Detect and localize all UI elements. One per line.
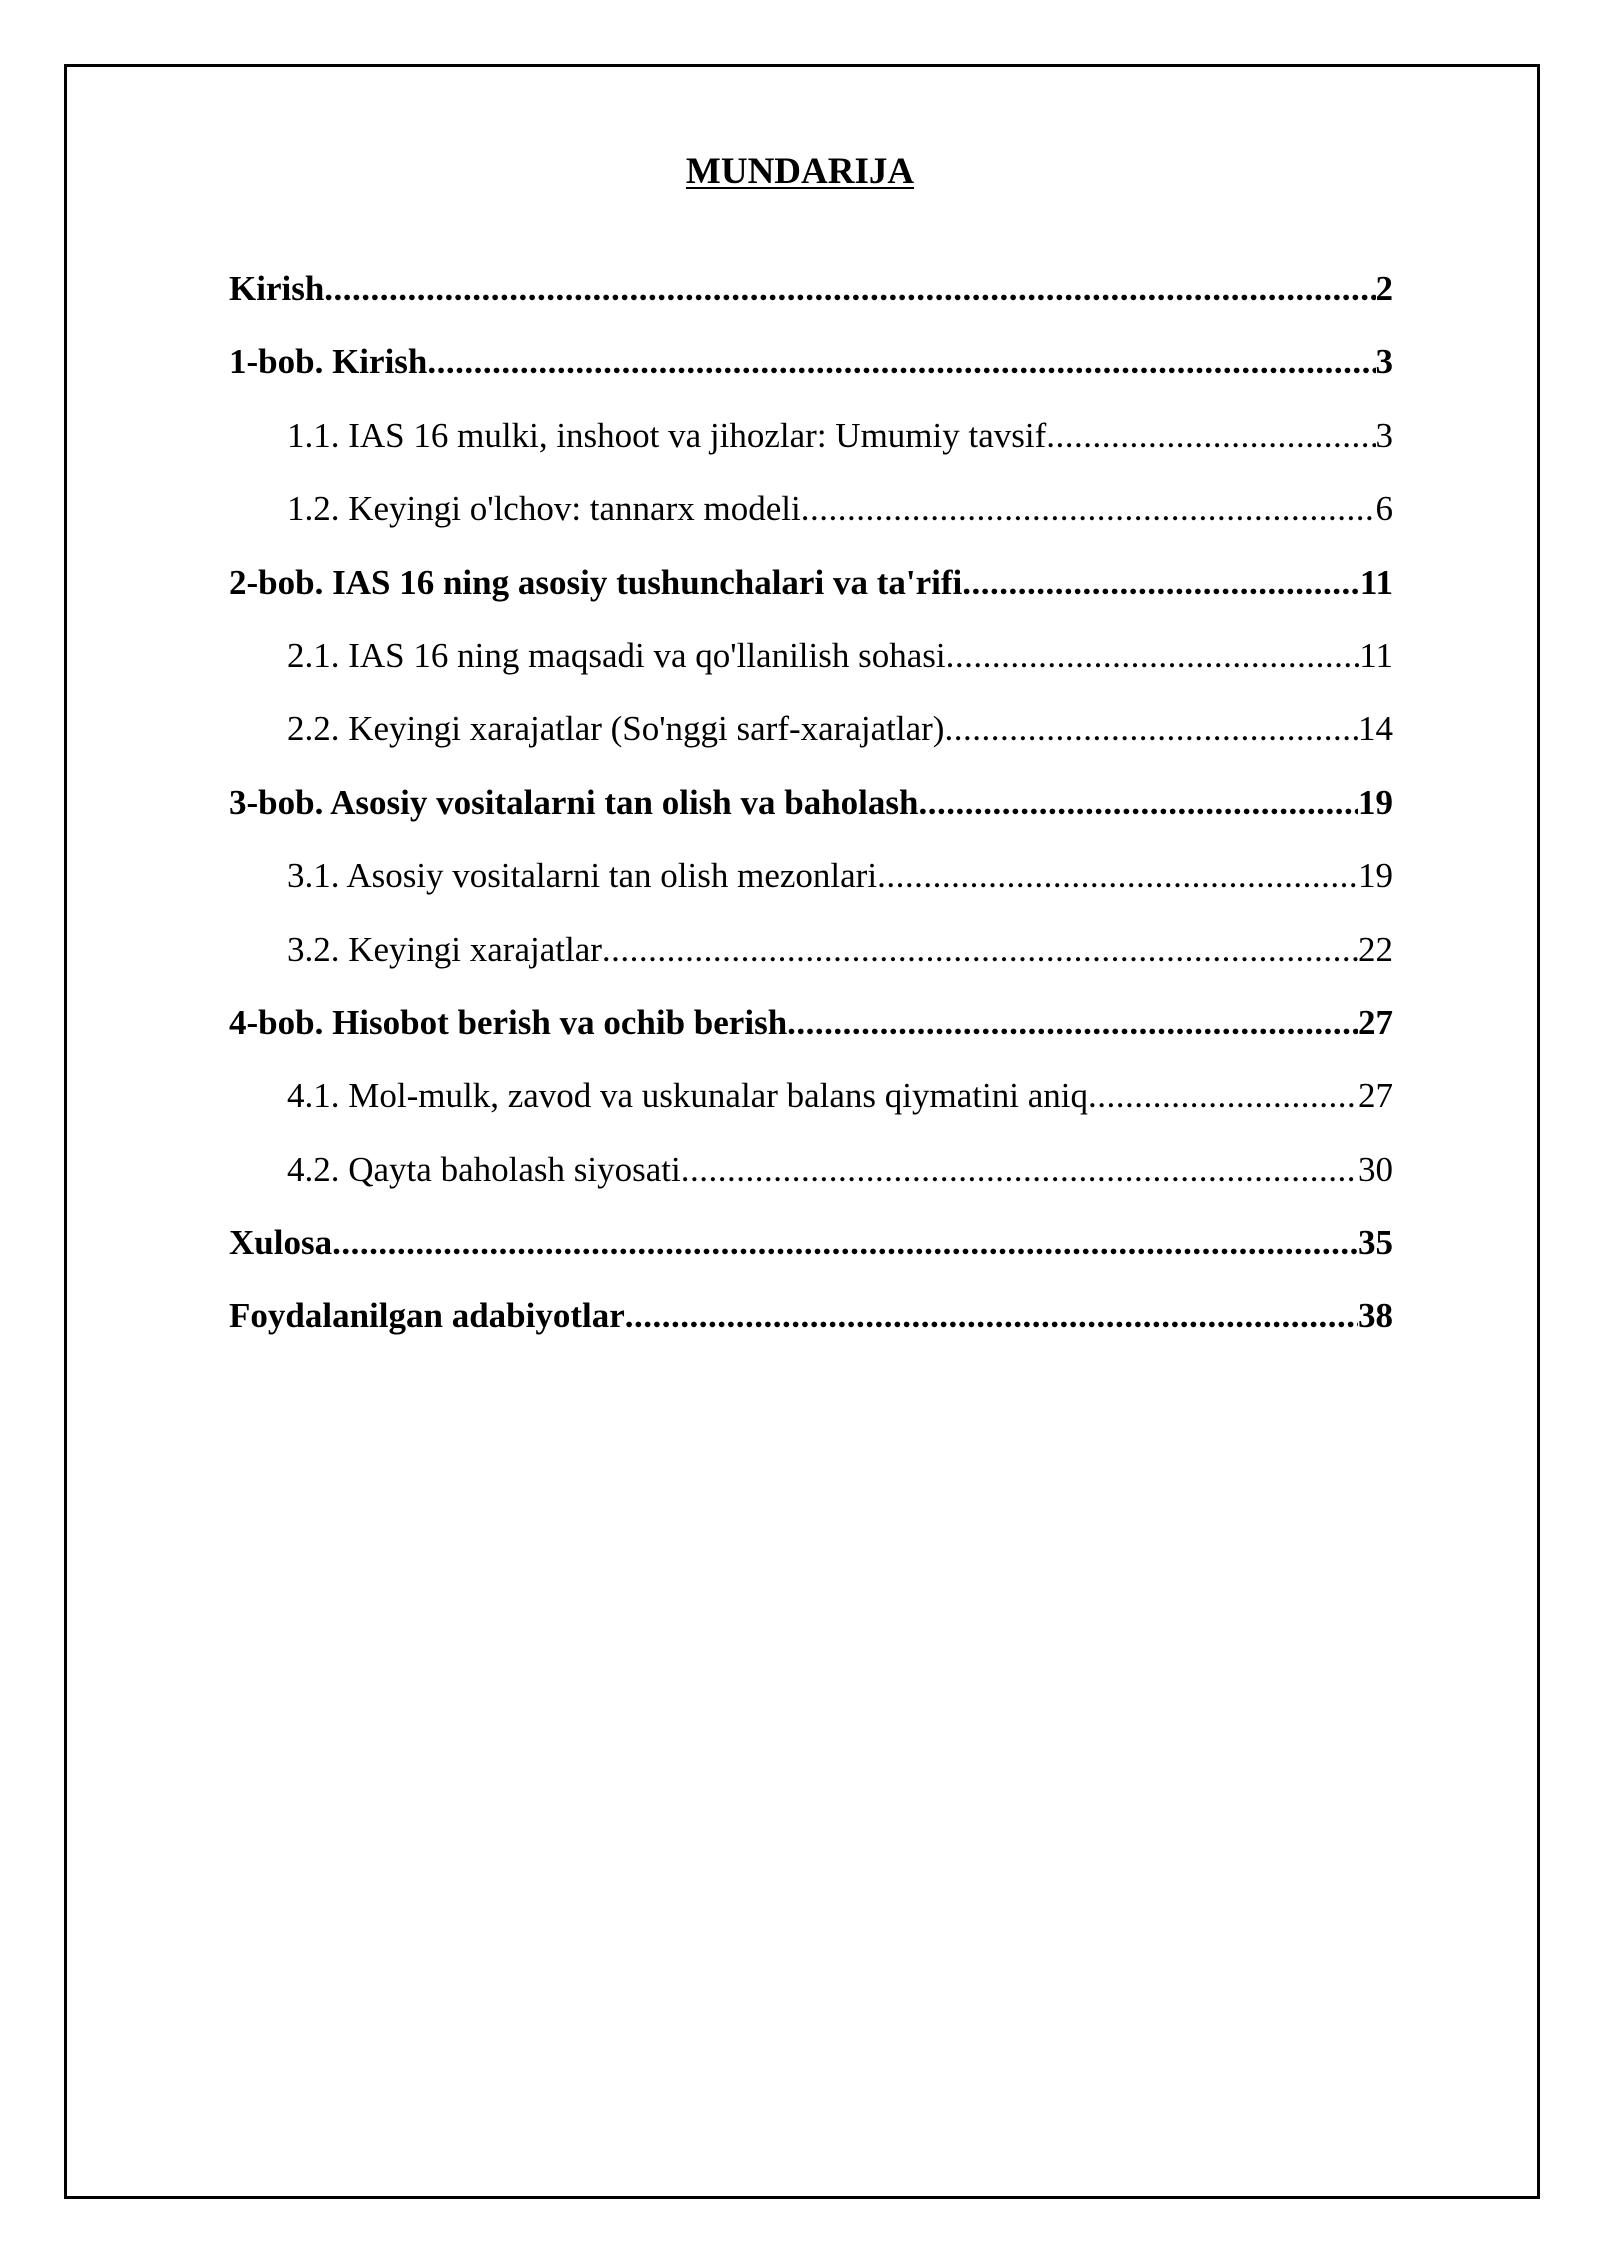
dot-leader xyxy=(332,1217,1358,1269)
toc-entry-label: Kirish xyxy=(229,269,325,308)
toc-entry-label: 4-bob. Hisobot berish va ochib berish xyxy=(229,1002,788,1042)
toc-entry-section-4-2[interactable] xyxy=(229,1144,1393,1217)
toc-entry-section-3-1[interactable] xyxy=(229,850,1393,923)
toc-entry-page: 3 xyxy=(1375,415,1393,455)
dot-leader xyxy=(625,1290,1358,1342)
table-of-contents xyxy=(229,263,1393,1364)
toc-entry-section-1-1[interactable] xyxy=(229,410,1393,483)
toc-entry-label: 3.2. Keyingi xarajatlar xyxy=(287,929,602,969)
dot-leader xyxy=(944,703,1358,755)
dot-leader xyxy=(962,557,1360,609)
toc-entry-page: 30 xyxy=(1358,1149,1393,1189)
toc-entry-section-4-1[interactable] xyxy=(229,1070,1393,1143)
toc-entry-label: 3-bob. Asosiy vositalarni tan olish va baholash xyxy=(229,782,919,822)
dot-leader xyxy=(787,997,1358,1049)
toc-entry-page: 22 xyxy=(1358,929,1393,969)
toc-entry-section-2-2[interactable] xyxy=(229,703,1393,776)
dot-leader xyxy=(681,1144,1358,1196)
toc-entry-introduction[interactable] xyxy=(229,263,1393,336)
toc-entry-page: 19 xyxy=(1358,782,1393,822)
toc-entry-label: 2.2. Keyingi xarajatlar (So'nggi sarf-xarajatlar) xyxy=(287,709,945,749)
toc-entry-page: 14 xyxy=(1358,709,1393,749)
toc-entry-page: 27 xyxy=(1358,1002,1393,1042)
toc-entry-label: 1.2. Keyingi o'lchov: tannarx modeli xyxy=(287,489,801,529)
toc-entry-page: 3 xyxy=(1375,342,1393,382)
toc-entry-label: 1.1. IAS 16 mulki, inshoot va jihozlar: Umumiy tavsif xyxy=(287,415,1047,455)
dot-leader xyxy=(877,850,1358,902)
toc-entry-page: 35 xyxy=(1358,1223,1393,1263)
dot-leader xyxy=(324,263,1375,315)
toc-entry-label: 2-bob. IAS 16 ning asosiy tushunchalari va ta'rifi xyxy=(229,562,963,602)
dot-leader xyxy=(602,924,1358,976)
toc-entry-page: 11 xyxy=(1359,635,1393,675)
toc-entry-references[interactable] xyxy=(229,1290,1393,1363)
toc-entry-chapter-2[interactable] xyxy=(229,557,1393,630)
toc-entry-page: 38 xyxy=(1358,1296,1393,1336)
toc-entry-section-1-2[interactable] xyxy=(229,483,1393,556)
toc-entry-section-3-2[interactable] xyxy=(229,924,1393,997)
toc-entry-label: Foydalanilgan adabiyotlar xyxy=(229,1296,625,1336)
toc-entry-label: 3.1. Asosiy vositalarni tan olish mezonlari xyxy=(287,856,878,896)
dot-leader xyxy=(919,777,1359,829)
toc-entry-label: 2.1. IAS 16 ning maqsadi va qo'llanilish sohasi xyxy=(287,635,946,675)
toc-entry-page: 19 xyxy=(1358,856,1393,896)
dot-leader xyxy=(1088,1070,1358,1122)
toc-entry-chapter-1[interactable] xyxy=(229,336,1393,409)
toc-entry-conclusion[interactable] xyxy=(229,1217,1393,1290)
toc-entry-chapter-3[interactable] xyxy=(229,777,1393,850)
toc-entry-page: 11 xyxy=(1359,562,1393,602)
toc-title: MUNDARIJA xyxy=(685,151,915,192)
toc-entry-label: 4.1. Mol-mulk, zavod va uskunalar balans qiymatini aniq xyxy=(287,1076,1088,1116)
toc-entry-section-2-1[interactable] xyxy=(229,630,1393,703)
toc-entry-page: 2 xyxy=(1375,269,1393,308)
dot-leader xyxy=(427,336,1375,388)
dot-leader xyxy=(801,483,1376,535)
dot-leader xyxy=(946,630,1360,682)
toc-entry-chapter-4[interactable] xyxy=(229,997,1393,1070)
dot-leader xyxy=(1046,410,1375,462)
toc-entry-page: 27 xyxy=(1358,1076,1393,1116)
toc-entry-label: 4.2. Qayta baholash siyosati xyxy=(287,1149,681,1189)
toc-entry-label: 1-bob. Kirish xyxy=(229,342,428,382)
toc-entry-page: 6 xyxy=(1375,489,1393,529)
toc-entry-label: Xulosa xyxy=(229,1223,333,1263)
